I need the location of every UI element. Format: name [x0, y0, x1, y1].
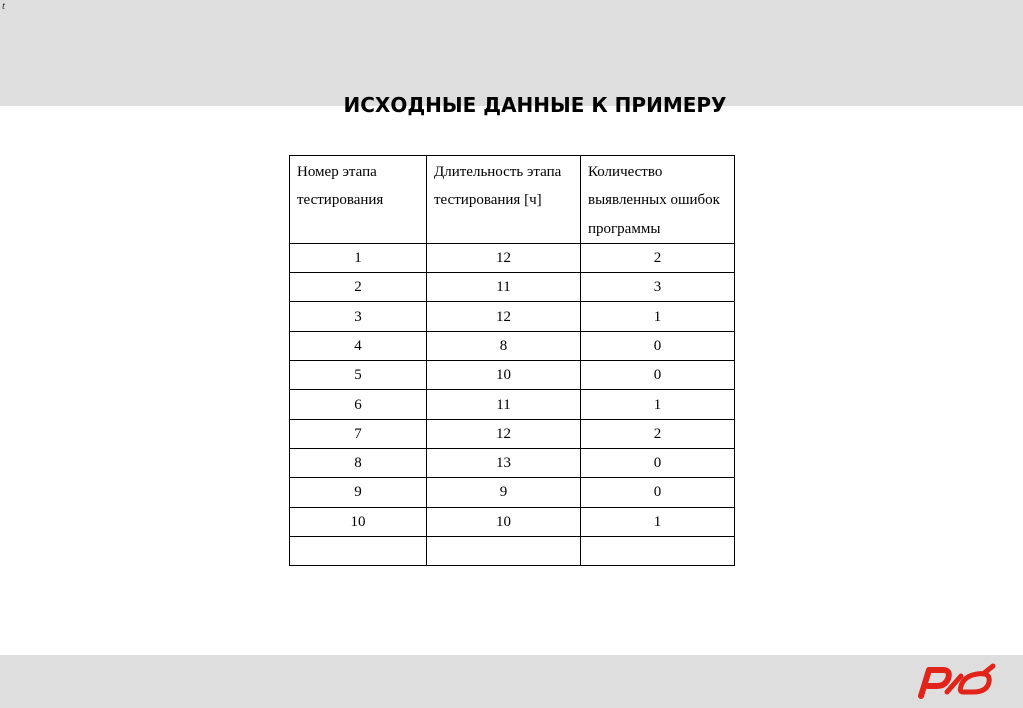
cell-stage-number: 2: [290, 273, 427, 302]
cell-stage-duration: 12: [427, 243, 581, 272]
cell-stage-duration: 11: [427, 273, 581, 302]
table-row: [290, 273, 735, 302]
cell-stage-number: 8: [290, 448, 427, 477]
cell-error-count: 3: [581, 273, 735, 302]
header-error-count: Количество выявленных ошибок программы: [581, 156, 735, 244]
cell-stage-number: 10: [290, 507, 427, 536]
table-row: [290, 478, 735, 507]
table-row: [290, 507, 735, 536]
cell-stage-duration: 10: [427, 361, 581, 390]
cell-stage-duration: 13: [427, 448, 581, 477]
table-row: [290, 448, 735, 477]
cell-stage-number: 3: [290, 302, 427, 331]
table-row: [290, 536, 735, 565]
cell-stage-duration: 12: [427, 419, 581, 448]
cell-stage-duration: [427, 536, 581, 565]
cell-error-count: 2: [581, 243, 735, 272]
table-row: [290, 302, 735, 331]
cell-error-count: 2: [581, 419, 735, 448]
header-stage-number: Номер этапа тестирования: [290, 156, 427, 244]
cell-stage-duration: 9: [427, 478, 581, 507]
cell-stage-number: 1: [290, 243, 427, 272]
top-band: [0, 0, 1023, 106]
cell-stage-number: 4: [290, 331, 427, 360]
cell-stage-number: 9: [290, 478, 427, 507]
cell-stage-duration: 12: [427, 302, 581, 331]
cell-error-count: 0: [581, 361, 735, 390]
table-row: [290, 243, 735, 272]
cell-error-count: 0: [581, 448, 735, 477]
cell-stage-number: 5: [290, 361, 427, 390]
data-table: [289, 155, 735, 566]
cell-error-count: 1: [581, 507, 735, 536]
table-row: [290, 390, 735, 419]
bottom-band: [0, 655, 1023, 708]
table-row: [290, 419, 735, 448]
cell-stage-duration: 8: [427, 331, 581, 360]
cell-error-count: 0: [581, 478, 735, 507]
cell-error-count: 0: [581, 331, 735, 360]
cell-stage-number: 7: [290, 419, 427, 448]
slide-title: ИСХОДНЫЕ ДАННЫЕ К ПРИМЕРУ: [343, 93, 727, 117]
cell-stage-number: [290, 536, 427, 565]
table-body: [290, 243, 735, 565]
table-row: [290, 331, 735, 360]
table-row: [290, 361, 735, 390]
logo-letter-d: [960, 666, 993, 692]
table-header-row: [290, 156, 735, 244]
cell-stage-number: 6: [290, 390, 427, 419]
header-stage-duration: Длительность этапа тестирования [ч]: [427, 156, 581, 244]
cell-stage-duration: 11: [427, 390, 581, 419]
cell-stage-duration: 10: [427, 507, 581, 536]
cell-error-count: 1: [581, 302, 735, 331]
cell-error-count: [581, 536, 735, 565]
rzd-logo-icon: [917, 662, 997, 700]
corner-mark: t: [2, 0, 6, 12]
cell-error-count: 1: [581, 390, 735, 419]
